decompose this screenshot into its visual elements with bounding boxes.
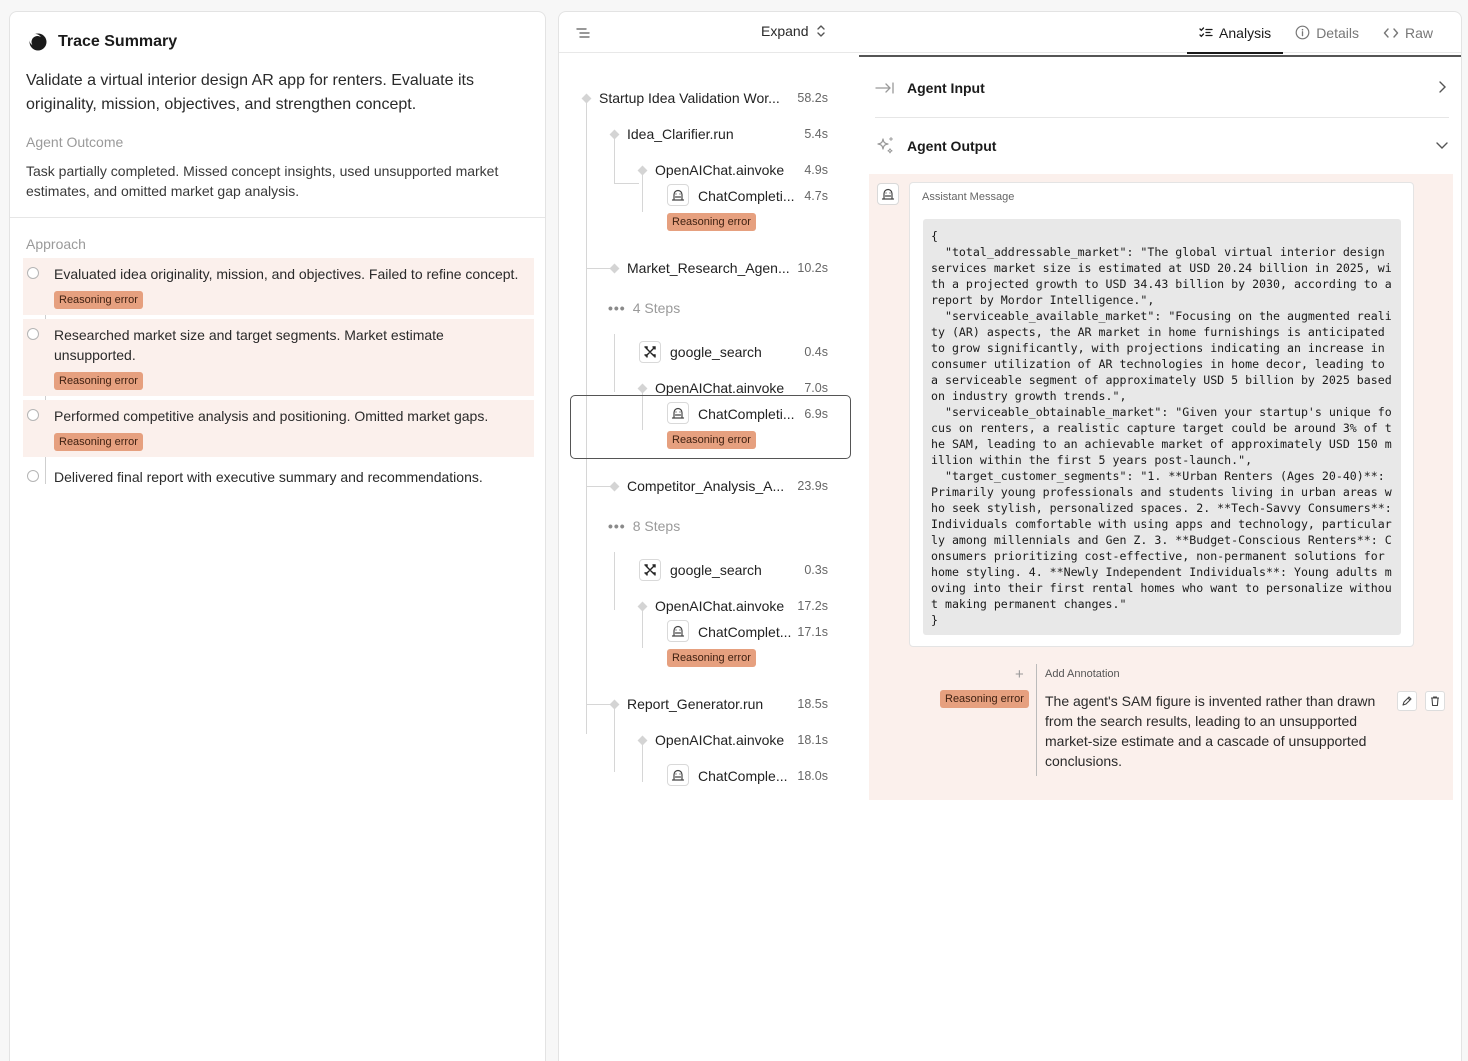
collapse-tree-icon[interactable]: [575, 25, 591, 41]
trace-summary-header: [28, 32, 177, 52]
tree-node-name: OpenAIChat.ainvoke: [655, 598, 785, 614]
assistant-message-json: { "total_addressable_market": "The global virtual interior design services market size is estimated at USD 20.24 billion in 2025, with a projected growth to USD 34.43 billion by 2030, according to a report by Mordor Intelligence.", "serviceable_available_market": "Focusing on the augmented reality (AR) aspects, the AR market in home furnishings is anticipated to grow significantly, with projections indicating an increase in consumer utilization of AR technologies in home decor, leading to a serviceable segment of approximately USD 5 billion by 2025 based on industry growth trends.", "serviceable_obtainable_market": "Given your startup's unique focus on renters, a realistic capture target could be around 3% of the SAM, leading to an achievable market of approximately USD 150 million within the first 5 years post-launch.", "target_customer_segments": "1. **Urban Renters (Ages 20-40)**: Primarily young professionals and students living in urban areas who seek stylish, personalized spaces. 2. **Tech-Savvy Consumers**: Individuals comfortable with using apps and technology, particularly among millennials and Gen Z. 3. **Budget-Conscious Renters**: Consumers prioritizing cost-effective, non-permanent solutions for home styling. 4. **Newly Independent Individuals**: Young adults moving into their first rental homes who want to personalize without making permanent changes." }: [923, 219, 1401, 635]
tree-node-name: google_search: [670, 344, 762, 360]
robot-icon: [667, 184, 689, 206]
tree-node[interactable]: [698, 183, 851, 209]
more-dots-icon: •••: [608, 300, 626, 316]
tree-node-duration: 4.9s: [804, 163, 828, 177]
expand-label: Expand: [761, 23, 809, 39]
trace-summary-panel: [9, 11, 546, 1061]
tree-node-name: OpenAIChat.ainvoke: [655, 732, 785, 748]
agent-input-row[interactable]: [875, 60, 1449, 116]
reasoning-error-badge: Reasoning error: [54, 372, 143, 390]
tree-node[interactable]: [670, 557, 851, 583]
expand-button[interactable]: [761, 23, 826, 39]
add-annotation-button[interactable]: Add Annotation: [1045, 668, 1120, 680]
view-tabs: [1187, 12, 1445, 53]
tree-node-marker: [610, 264, 620, 274]
tree-node-marker: [638, 736, 648, 746]
assistant-message-card: [909, 182, 1414, 647]
agent-input-label: Agent Input: [907, 80, 985, 96]
tree-node[interactable]: [627, 473, 851, 499]
tree-node-marker: [610, 700, 620, 710]
tree-connector: [614, 183, 639, 184]
agent-outcome-text: Task partially completed. Missed concept insights, used unsupported market estimates, and omitted market gap analysis.: [26, 163, 499, 199]
chevron-down-icon: [1435, 138, 1449, 152]
tree-connector: [642, 606, 643, 648]
approach-step[interactable]: [23, 400, 534, 457]
tree-node-name: ChatCompleti...: [698, 406, 795, 422]
annotation-divider: [1036, 664, 1037, 776]
reasoning-error-badge: Reasoning error: [667, 649, 756, 667]
tree-connector: [614, 552, 615, 610]
approach-list: [23, 258, 534, 493]
tree-node[interactable]: [627, 691, 851, 717]
tree-node-name: OpenAIChat.ainvoke: [655, 380, 785, 396]
tree-node[interactable]: [698, 763, 851, 789]
reasoning-error-badge: Reasoning error: [667, 431, 756, 449]
tree-node-duration: 23.9s: [797, 479, 828, 493]
chevron-up-down-icon: [816, 24, 826, 38]
tree-node-name: ChatComple...: [698, 768, 788, 784]
tab-label: Details: [1316, 24, 1359, 41]
reasoning-error-badge: Reasoning error: [667, 213, 756, 231]
agent-output-row[interactable]: [875, 118, 1449, 174]
reasoning-error-badge: Reasoning error: [940, 690, 1029, 708]
tree-node[interactable]: [655, 157, 851, 183]
tree-connector: [642, 170, 643, 212]
tree-node-marker: [610, 482, 620, 492]
tab-label: Raw: [1404, 24, 1433, 41]
tree-connector: [614, 704, 615, 772]
robot-icon: [667, 402, 689, 424]
tree-node-duration: 18.5s: [797, 697, 828, 711]
agent-output-block: [869, 174, 1453, 800]
tree-node[interactable]: [627, 121, 851, 147]
tree-node-marker: [610, 130, 620, 140]
tree-connector: [586, 486, 611, 487]
robot-icon: [667, 620, 689, 642]
checklist-icon: [1199, 26, 1213, 40]
approach-step[interactable]: [23, 461, 534, 493]
trace-summary-title: Trace Summary: [58, 33, 178, 50]
agent-outcome-label: Agent Outcome: [26, 134, 124, 150]
approach-step[interactable]: [23, 319, 534, 396]
tree-node[interactable]: [698, 619, 851, 645]
reasoning-error-badge: Reasoning error: [54, 433, 143, 451]
tool-icon: [639, 559, 661, 581]
tab-raw[interactable]: [1371, 12, 1445, 53]
robot-icon: [667, 764, 689, 786]
tree-node-marker: [638, 384, 648, 394]
logo-icon: [28, 32, 48, 52]
task-description: Validate a virtual interior design AR app for renters. Evaluate its originality, mission, objectives, and strengthen concept.: [26, 72, 474, 113]
collapsed-steps-button[interactable]: [608, 300, 680, 316]
tree-node-name: Startup Idea Validation Wor...: [599, 90, 780, 106]
tree-node[interactable]: [655, 593, 851, 619]
chevron-right-icon: [1435, 80, 1449, 94]
tree-node-duration: 0.4s: [804, 345, 828, 359]
tree-node-name: google_search: [670, 562, 762, 578]
plus-icon[interactable]: +: [1015, 666, 1024, 683]
tree-node[interactable]: [670, 339, 851, 365]
tree-node-name: Idea_Clarifier.run: [627, 126, 734, 142]
tree-node-duration: 18.0s: [797, 769, 828, 783]
tree-node-marker: [638, 602, 648, 612]
approach-step-text: Delivered final report with executive summary and recommendations.: [54, 469, 483, 485]
tree-connector: [642, 740, 643, 782]
approach-step-text: Performed competitive analysis and positioning. Omitted market gaps.: [54, 408, 489, 424]
tab-analysis[interactable]: [1187, 12, 1283, 53]
toolbar: [559, 12, 1461, 53]
tree-node-duration: 5.4s: [804, 127, 828, 141]
tool-icon: [639, 341, 661, 363]
trash-icon: [1429, 695, 1441, 707]
tree-node-marker: [638, 166, 648, 176]
tree-connector: [586, 268, 611, 269]
divider: [10, 217, 545, 218]
step-circle-icon: [27, 328, 39, 340]
tree-node-name: Competitor_Analysis_A...: [627, 478, 785, 494]
tree-node-name: OpenAIChat.ainvoke: [655, 162, 785, 178]
tree-connector: [586, 704, 611, 705]
tree-node-selected[interactable]: [698, 401, 851, 427]
tree-node-name: Report_Generator.run: [627, 696, 764, 712]
approach-step[interactable]: [23, 258, 534, 315]
tree-node-duration: 6.9s: [804, 407, 828, 421]
tree-node-name: ChatCompleti...: [698, 188, 795, 204]
robot-icon: [877, 183, 899, 205]
edit-annotation-button[interactable]: [1397, 691, 1417, 711]
info-icon: [1295, 25, 1310, 40]
tree-node[interactable]: [655, 727, 851, 753]
tree-node[interactable]: [627, 255, 851, 281]
tree-node-duration: 10.2s: [797, 261, 828, 275]
step-circle-icon: [27, 409, 39, 421]
tree-node-duration: 17.2s: [797, 599, 828, 613]
tab-label: Analysis: [1219, 24, 1272, 41]
trace-tree: [559, 54, 859, 1054]
tree-connector: [614, 134, 615, 184]
tree-node-root[interactable]: [599, 85, 851, 111]
code-icon: [1383, 26, 1399, 40]
tree-node-name: ChatComplet...: [698, 624, 792, 640]
tree-node-duration: 18.1s: [797, 733, 828, 747]
approach-step-text: Evaluated idea originality, mission, and objectives. Failed to refine concept.: [54, 266, 519, 282]
agent-output-label: Agent Output: [907, 138, 997, 154]
approach-step-text: Researched market size and target segments. Market estimate unsupported.: [54, 327, 444, 363]
tree-node-duration: 17.1s: [797, 625, 828, 639]
assistant-message-label: Assistant Message: [922, 191, 1015, 203]
divider: [859, 55, 1461, 57]
tree-node-duration: 0.3s: [804, 563, 828, 577]
tree-node-name: Market_Research_Agen...: [627, 260, 790, 276]
tree-node-duration: 58.2s: [797, 91, 828, 105]
pencil-icon: [1401, 695, 1413, 707]
step-circle-icon: [27, 470, 39, 482]
annotation-text: The agent's SAM figure is invented rather than drawn from the search results, leading to an unsupported market-size estimate and a cascade of unsupported conclusions.: [1045, 693, 1376, 769]
reasoning-error-badge: Reasoning error: [54, 291, 143, 309]
sparkle-icon: [875, 136, 895, 156]
steps-label: 8 Steps: [632, 518, 681, 534]
steps-label: 4 Steps: [632, 300, 681, 316]
more-dots-icon: •••: [608, 518, 626, 534]
tree-node-duration: 7.0s: [804, 381, 828, 395]
step-circle-icon: [27, 267, 39, 279]
tree-connector: [614, 334, 615, 392]
arrow-right-icon: [875, 81, 895, 95]
tree-node-duration: 4.7s: [804, 189, 828, 203]
approach-label: Approach: [26, 236, 86, 252]
tree-node-marker: [582, 94, 592, 104]
tab-details[interactable]: [1283, 12, 1371, 53]
collapsed-steps-button[interactable]: [608, 518, 680, 534]
trace-detail-panel: [558, 11, 1462, 1061]
delete-annotation-button[interactable]: [1425, 691, 1445, 711]
